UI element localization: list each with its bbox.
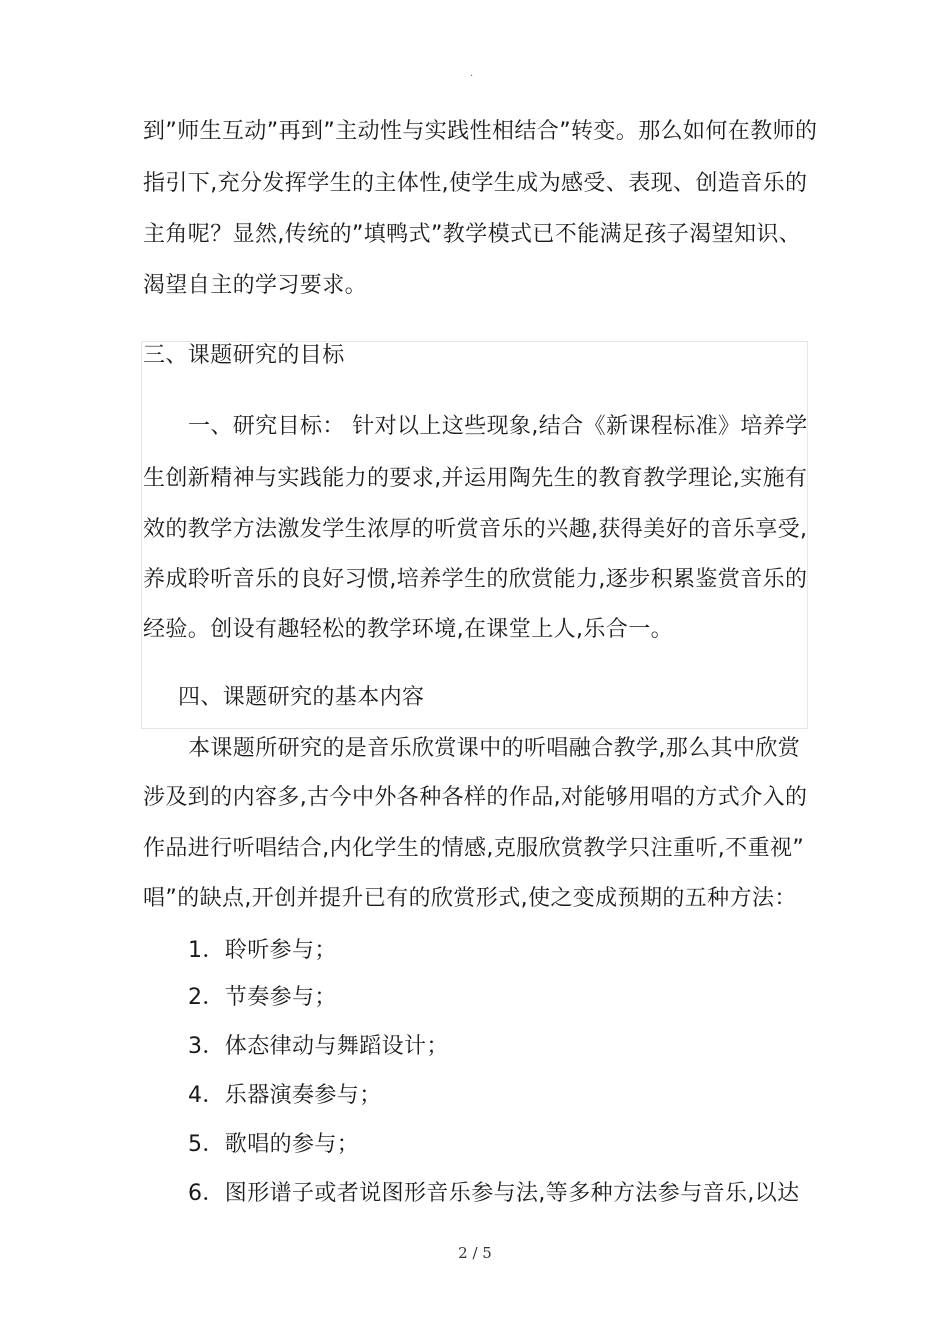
text-line: 到”师生互动”再到”主动性与实践性相结合”转变。那么如何在教师的 (143, 119, 818, 144)
list-item: 3．体态律动与舞蹈设计； (188, 1034, 449, 1059)
page-number: 2 / 5 (458, 1244, 492, 1262)
section-heading-content: 四、课题研究的基本内容 (178, 685, 425, 710)
text-line: 一、研究目标： 针对以上这些现象,结合《新课程标准》培养学 (188, 414, 808, 439)
text-line: 经验。创设有趣轻松的教学环境,在课堂上人,乐合一。 (143, 617, 673, 642)
text-line: 唱”的缺点,开创并提升已有的欣赏形式,使之变成预期的五种方法： (143, 886, 797, 911)
text-line: 主角呢？显然,传统的”填鸭式”教学模式已不能满足孩子渴望知识、 (143, 222, 802, 247)
text-line: 指引下,充分发挥学生的主体性,使学生成为感受、表现、创造音乐的 (143, 171, 808, 196)
list-item: 5．歌唱的参与； (188, 1132, 360, 1157)
section-heading-goals: 三、课题研究的目标 (143, 343, 345, 368)
header-dot: . (470, 68, 474, 79)
list-item: 1．聆听参与； (188, 938, 337, 963)
text-line: 效的教学方法激发学生浓厚的听赏音乐的兴趣,获得美好的音乐享受, (143, 517, 808, 542)
text-line: 涉及到的内容多,古今中外各种各样的作品,对能够用唱的方式介入的 (143, 785, 808, 810)
text-line: 本课题所研究的是音乐欣赏课中的听唱融合教学,那么其中欣赏 (188, 736, 801, 761)
text-line: 生创新精神与实践能力的要求,并运用陶先生的教育教学理论,实施有 (143, 466, 808, 491)
list-item: 4．乐器演奏参与； (188, 1083, 382, 1108)
text-line: 养成聆听音乐的良好习惯,培养学生的欣赏能力,逐步积累鉴赏音乐的 (143, 567, 808, 592)
list-item: 2．节奏参与； (188, 985, 337, 1010)
text-line: 作品进行听唱结合,内化学生的情感,克服欣赏教学只注重听,不重视” (143, 836, 805, 861)
text-line: 渴望自主的学习要求。 (143, 273, 368, 298)
list-item: 6．图形谱子或者说图形音乐参与法,等多种方法参与音乐,以达 (188, 1181, 800, 1206)
